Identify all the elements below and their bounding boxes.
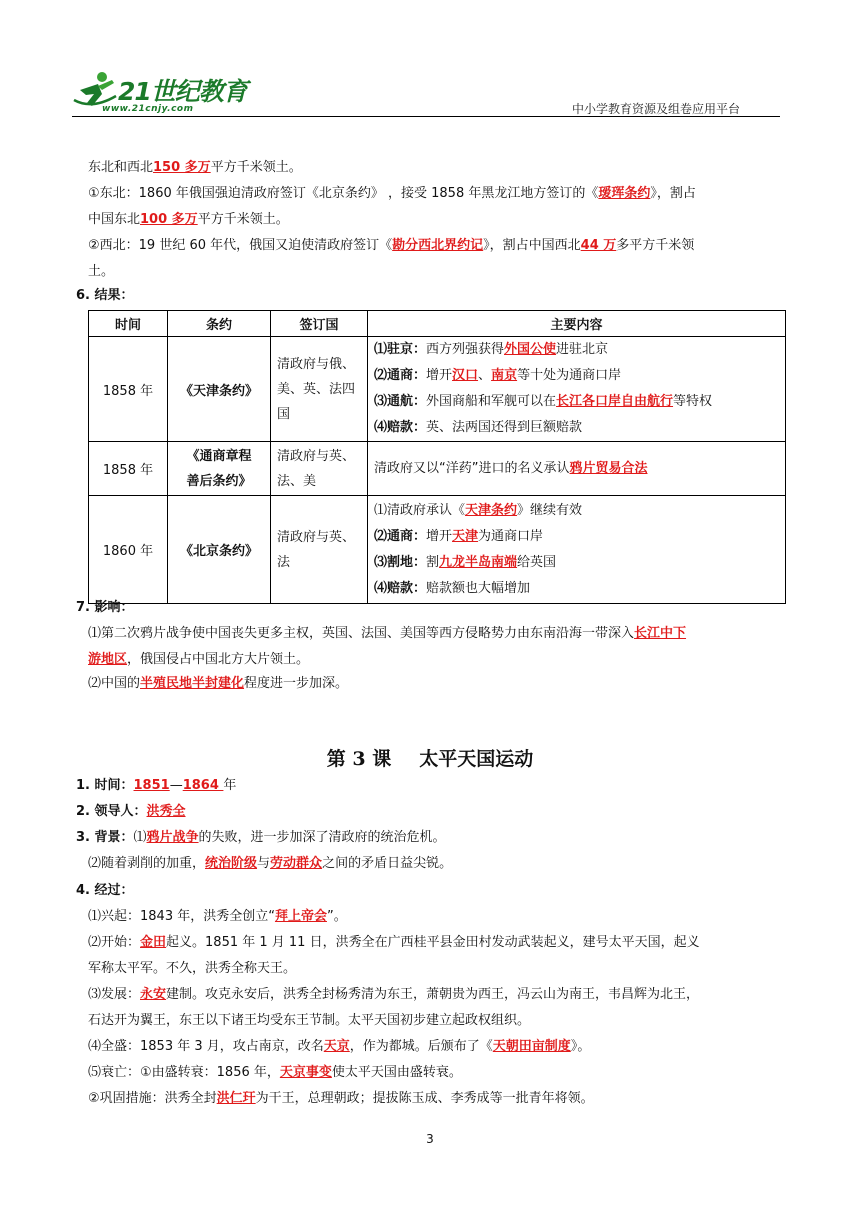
cell-time: 1858 年 (89, 442, 168, 496)
column-header: 条约 (168, 311, 271, 337)
text-line: 1. 时间：1851—1864 年 (76, 778, 237, 793)
cell-treaty: 《天津条约》 (168, 337, 271, 442)
page-number: 3 (426, 1132, 434, 1146)
logo-url: www.21cnjy.com (102, 104, 194, 114)
text-line: ⑴兴起：1843 年，洪秀全创立“拜上帝会”。 (88, 909, 347, 924)
column-header: 主要内容 (368, 311, 786, 337)
table-row (89, 442, 786, 496)
column-header: 签订国 (271, 311, 368, 337)
text-line: ⑴第二次鸦片战争使中国丧失更多主权，英国、法国、美国等西方侵略势力由东南沿海一带深入长江中下 (88, 626, 687, 641)
text-line: 土。 (88, 264, 115, 279)
cell-parties: 清政府与英、 法 (271, 496, 368, 604)
text-line: 游地区，俄国侵占中国北方大片领土。 (88, 652, 310, 667)
text-line: ⑸衰亡：①由盛转衰：1856 年，天京事变使太平天国由盛转衰。 (88, 1065, 462, 1080)
header-rule (72, 116, 780, 117)
table-row (89, 496, 786, 604)
cell-parties: 清政府与英、 法、美 (271, 442, 368, 496)
column-header: 时间 (89, 311, 168, 337)
cell-treaty: 《北京条约》 (168, 496, 271, 604)
cell-content: ⑴清政府承认《天津条约》继续有效 ⑵通商：增开天津为通商口岸 ⑶割地：割九龙半岛南端给英国 ⑷赔款：赔款额也大幅增加 (368, 496, 786, 604)
text-line: ⑷全盛：1853 年 3 月，攻占南京，改名天京，作为都城。后颁布了《天朝田亩制度》。 (88, 1039, 591, 1054)
text-line: ⑵中国的半殖民地半封建化程度进一步加深。 (88, 676, 349, 691)
text-line: 军称太平军。不久，洪秀全称天王。 (88, 961, 297, 976)
text-line: 东北和西北150 多万平方千米领土。 (88, 160, 302, 175)
text-line: 中国东北100 多万平方千米领土。 (88, 212, 289, 227)
page-header (72, 64, 780, 120)
section-heading-process: 4. 经过： (76, 883, 134, 898)
logo-text: 21世纪教育 (118, 77, 247, 106)
cell-time: 1860 年 (89, 496, 168, 604)
text-line: ⑵开始：金田起义。1851 年 1 月 11 日，洪秀全在广西桂平县金田村发动武装起义，建号太平天国，起义 (88, 935, 700, 950)
cell-content: ⑴驻京：西方列强获得外国公使进驻北京 ⑵通商：增开汉口、南京等十处为通商口岸 ⑶通航：外国商船和军舰可以在长江各口岸自由航行等特权 ⑷赔款：英、法两国还得到巨额赔款 (368, 337, 786, 442)
text-line: ②西北：19 世纪 60 年代，俄国又迫使清政府签订《勘分西北界约记》，割占中国西北44 万多平方千米领 (88, 238, 695, 253)
text-line: ②巩固措施：洪秀全封洪仁玕为干王，总理朝政；提拔陈玉成、李秀成等一批青年将领。 (88, 1091, 594, 1106)
text-line: 3. 背景：⑴鸦片战争的失败，进一步加深了清政府的统治危机。 (76, 830, 446, 845)
text-line: 石达开为翼王，东王以下诸王均受东王节制。太平天国初步建立起政权组织。 (88, 1013, 531, 1028)
cell-time: 1858 年 (89, 337, 168, 442)
treaty-table (88, 310, 786, 604)
text-line: 2. 领导人：洪秀全 (76, 804, 186, 819)
logo (72, 70, 252, 118)
table-row (89, 337, 786, 442)
section-heading-results: 6. 结果： (76, 288, 134, 303)
text-line: ⑶发展：永安建制。攻克永安后，洪秀全封杨秀清为东王，萧朝贵为西王，冯云山为南王，韦昌辉为北王， (88, 987, 700, 1002)
section-heading-impact: 7. 影响： (76, 600, 134, 615)
text-line: ⑵随着剥削的加重，统治阶级与劳动群众之间的矛盾日益尖锐。 (88, 856, 453, 871)
cell-content: 清政府又以“洋药”进口的名义承认鸦片贸易合法 (368, 442, 786, 496)
text-line: ①东北：1860 年俄国强迫清政府签订《北京条约》 ，接受 1858 年黑龙江地方签订的《瑷珲条约》，割占 (88, 186, 696, 201)
cell-treaty: 《通商章程 善后条约》 (168, 442, 271, 496)
lesson-title: 第 3 课 太平天国运动 (326, 748, 534, 770)
table-header-row (89, 311, 786, 337)
header-tagline: 中小学教育资源及组卷应用平台 (571, 102, 740, 116)
cell-parties: 清政府与俄、 美、英、法四 国 (271, 337, 368, 442)
